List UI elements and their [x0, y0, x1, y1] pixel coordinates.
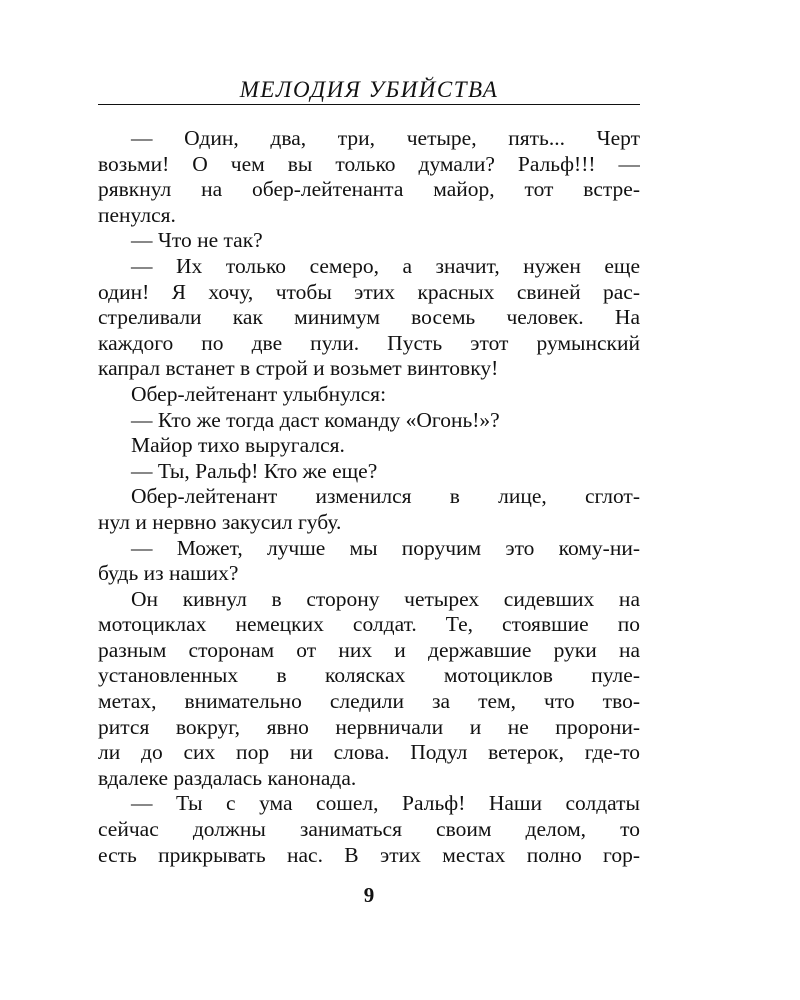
text-line: рится вокруг, явно нервничали и не пророни- [98, 714, 640, 739]
text-line: — Может, лучше мы поручим это кому-ни- [131, 535, 640, 560]
text-line: мотоциклах немецких солдат. Те, стоявшие по [98, 612, 640, 637]
text-line: — Один, два, три, четыре, пять... Черт [131, 126, 640, 150]
text-line: — Ты с ума сошел, Ральф! Наши солдаты [131, 791, 640, 816]
text-line: сейчас должны заниматься своим делом, то [98, 817, 640, 842]
body-text [98, 126, 640, 868]
running-head: МЕЛОДИЯ УБИЙСТВА [239, 77, 499, 102]
text-line: возьми! О чем вы только думали? Ральф!!! — [98, 151, 640, 176]
text-line: разным сторонам от них и державшие руки на [98, 637, 640, 662]
text-line: есть прикрывать нас. В этих местах полно гор- [98, 842, 640, 867]
text-line: метах, внимательно следили за тем, что тво- [98, 689, 640, 714]
text-line: Обер-лейтенант изменился в лице, сглот- [131, 484, 640, 509]
text-line: Он кивнул в сторону четырех сидевших на [131, 586, 640, 611]
text-line: Обер-лейтенант улыбнулся: [131, 381, 387, 406]
text-line: — Их только семеро, а значит, нужен еще [131, 253, 640, 278]
text-line: пенулся. [98, 202, 176, 227]
text-line: капрал встанет в строй и возьмет винтовку! [98, 356, 499, 381]
header-rule [98, 104, 640, 105]
text-line: вдалеке раздалась канонада. [98, 765, 357, 790]
text-line: установленных в колясках мотоциклов пуле- [98, 663, 640, 688]
text-line: — Кто же тогда даст команду «Огонь!»? [131, 407, 500, 432]
text-line: Майор тихо выругался. [131, 433, 345, 458]
text-line: будь из наших? [98, 561, 239, 586]
text-line: — Что не так? [131, 228, 263, 253]
text-line: рявкнул на обер-лейтенанта майор, тот встре- [98, 177, 640, 202]
page-number: 9 [363, 883, 375, 907]
text-line: нул и нервно закусил губу. [98, 509, 342, 534]
text-line: каждого по две пули. Пусть этот румынский [98, 330, 640, 355]
text-line: стреливали как минимум восемь человек. На [98, 305, 640, 330]
book-page [98, 0, 640, 1000]
text-line: — Ты, Ральф! Кто же еще? [131, 458, 378, 483]
text-line: ли до сих пор ни слова. Подул ветерок, где-то [98, 740, 640, 765]
text-line: один! Я хочу, чтобы этих красных свиней рас- [98, 279, 640, 304]
